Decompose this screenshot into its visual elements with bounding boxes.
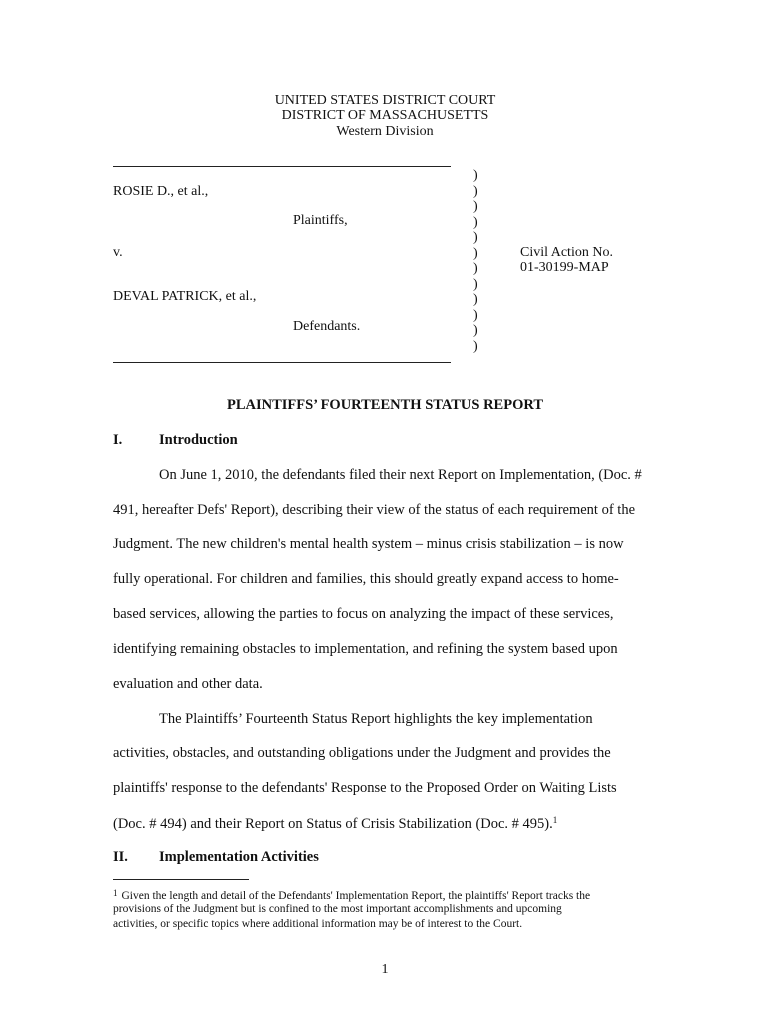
footnote-marker: 1	[113, 888, 118, 898]
court-name: UNITED STATES DISTRICT COURT	[274, 93, 496, 108]
plaintiff-name: ROSIE D., et al.,	[113, 184, 209, 199]
footnote-line: activities, or specific topics where additional information may be of interest to the Court.	[113, 918, 523, 930]
footnote-line: $^1$ Given the length and detail of the Defendants' Implementation Report, the plaintiffs' Report tracks the	[113, 888, 591, 902]
paragraph-line: plaintiffs' response to the defendants' Response to the Proposed Order on Waiting Lists	[113, 780, 617, 796]
paragraph-line: 491, hereafter Defs' Report), describing their view of the status of each requirement of the	[113, 502, 635, 518]
section-1-number: I.	[113, 432, 123, 448]
footnote-line: provisions of the Judgment but is confined to the most important accomplishments and upcoming	[113, 903, 562, 915]
civil-action-number: 01-30199-MAP	[520, 260, 609, 275]
civil-action-label: Civil Action No.	[520, 245, 613, 260]
court-division: Western Division	[336, 124, 434, 139]
paragraph-line: On June 1, 2010, the defendants filed their next Report on Implementation, (Doc. #	[159, 467, 642, 483]
caption-parentheses: ) ) ) ) ) ) ) ) ) ) ) )	[473, 168, 478, 354]
section-1-heading: Introduction	[159, 432, 238, 448]
defendant-role: Defendants.	[293, 319, 361, 334]
versus-label: v.	[113, 245, 123, 260]
caption-bottom-rule	[113, 362, 451, 363]
paragraph-line: fully operational. For children and families, this should greatly expand access to home-	[113, 571, 619, 587]
paragraph-line-with-footnote: (Doc. # 494) and their Report on Status of Crisis Stabilization (Doc. # 495).$^1$	[113, 815, 558, 832]
paragraph-line: The Plaintiffs’ Fourteenth Status Report highlights the key implementation	[159, 711, 593, 727]
defendant-name: DEVAL PATRICK, et al.,	[113, 289, 257, 304]
footnote-reference[interactable]: 1	[552, 815, 558, 825]
page-number: 1	[381, 962, 389, 977]
section-2-heading: Implementation Activities	[159, 849, 319, 865]
plaintiff-role: Plaintiffs,	[293, 213, 348, 228]
paragraph-line: activities, obstacles, and outstanding obligations under the Judgment and provides the	[113, 745, 611, 761]
paragraph-line: Judgment. The new children's mental health system – minus crisis stabilization – is now	[113, 536, 624, 552]
document-title: PLAINTIFFS’ FOURTEENTH STATUS REPORT	[226, 397, 543, 413]
court-district: DISTRICT OF MASSACHUSETTS	[281, 108, 489, 123]
paragraph-line: based services, allowing the parties to focus on analyzing the impact of these services,	[113, 606, 614, 622]
paragraph-line: identifying remaining obstacles to implementation, and refining the system based upon	[113, 641, 618, 657]
paragraph-line: evaluation and other data.	[113, 676, 263, 692]
section-2-number: II.	[113, 849, 128, 865]
caption-top-rule	[113, 166, 451, 167]
footnote-separator	[113, 879, 249, 880]
